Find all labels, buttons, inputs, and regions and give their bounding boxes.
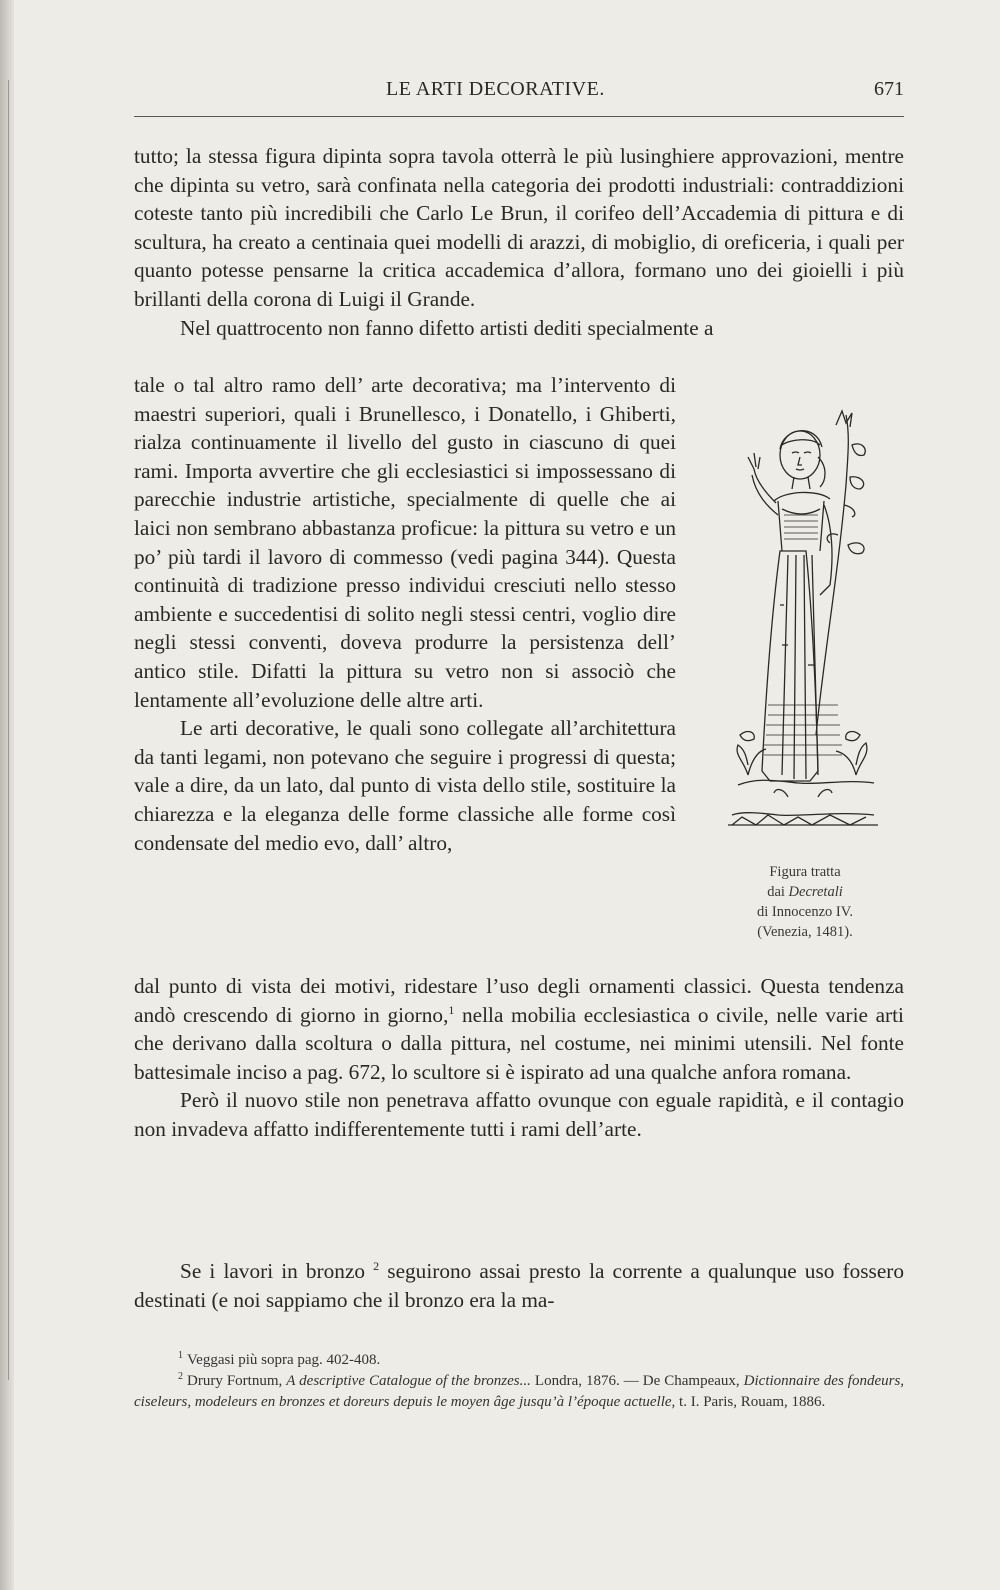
footnote-2-end: t. I. Paris, Rouam, 1886.: [679, 1394, 826, 1410]
text-block-bottom: [134, 972, 904, 1144]
woodcut-figure: [728, 405, 878, 860]
page-spine-shadow: [0, 0, 14, 1590]
header-rule: [134, 116, 904, 117]
paragraph-5: [134, 1257, 904, 1314]
footnote-1-text: Veggasi più sopra pag. 402-408.: [187, 1352, 381, 1368]
caption-line-2a: dai: [767, 884, 785, 900]
footnote-2-title: A descriptive Catalogue of the bronzes...: [286, 1373, 531, 1389]
footnote-2-mid: Londra, 1876. — De Champeaux,: [534, 1373, 740, 1389]
paragraph-5-text-b: seguirono assai presto la corrente a qualunque uso fossero destinati (e noi sappiamo che il bronzo era la ma-: [134, 1259, 905, 1312]
paragraph-5-text-a: Se i lavori in bronzo: [180, 1259, 366, 1283]
page-number: 671: [874, 78, 904, 100]
caption-line-4: (Venezia, 1481).: [757, 924, 853, 940]
paragraph-4: Però il nuovo stile non penetrava affatto ovunque con eguale rapidità, e il contagio non invadeva affatto indifferentemente tutti i rami dell’arte.: [134, 1088, 904, 1141]
paragraph-3-full: [134, 972, 904, 1086]
footnote-2-author: Drury Fortnum,: [187, 1373, 283, 1389]
text-block-wrapped: [134, 371, 676, 857]
paragraph-3-wrapped: Le arti decorative, le quali sono collegate all’architettura da tanti legami, non potevano che seguire i progressi di questa; vale a dire, da un lato, dal punto di vista dello stile, sostituire la chiarezza e la eleganza delle forme classiche alle forme così condensate del medio evo, dall’ altro,: [134, 716, 676, 855]
woman-with-lily-illustration: [728, 405, 878, 860]
footnotes: [134, 1350, 904, 1413]
page-gutter-line: [8, 80, 9, 1380]
footnote-ref-2: 2: [373, 1258, 380, 1273]
paragraph-3-text-a: dal punto di vista dei motivi, ridestare l’uso degli ornamenti classici. Questa tendenza andò crescendo di giorno in giorno,: [134, 974, 904, 1027]
figure-caption: [720, 862, 890, 942]
footnote-1: [134, 1350, 904, 1371]
paragraph-2-lead: Nel quattrocento non fanno difetto artisti dediti specialmente a: [180, 315, 714, 340]
footnote-1-number: 1: [178, 1350, 183, 1361]
text-block-bronze: [134, 1257, 904, 1314]
footnote-2: [134, 1371, 904, 1413]
running-title: LE ARTI DECORATIVE.: [386, 78, 605, 100]
footnote-2-title2: Dictionnaire des fondeurs, ciseleurs, modeleurs en bronzes et doreurs depuis le moyen âge jusqu’à l’époque actuelle,: [134, 1373, 905, 1410]
caption-line-3: di Innocenzo IV.: [757, 904, 853, 920]
caption-line-1: Figura tratta: [769, 864, 841, 880]
footnote-2-number: 2: [178, 1371, 183, 1382]
caption-line-2b: Decretali: [788, 884, 843, 900]
paragraph-3-text-b: nella mobilia ecclesiastica o civile, nelle varie arti che derivano dalla scoltura o dalla pittura, nel costume, nei minimi utensili. Nel fonte battesimale inciso a pag. 672, lo scultore si è ispirato ad una qualche anfora romana.: [134, 1002, 904, 1084]
text-block-top: [134, 142, 904, 342]
caption-line-2: [720, 882, 890, 902]
running-head: [134, 74, 904, 104]
paragraph-2-wrapped: tale o tal altro ramo dell’ arte decorativa; ma l’intervento di maestri superiori, quali i Brunellesco, i Donatello, i Ghiberti, rialza continuamente il livello del gusto in ciascuno di quei rami. Importa avvertire che gli ecclesiastici si impossessano di parecchie industrie artistiche, specialmente di quelle che ai laici non sembrano abbastanza proficue: la pittura su vetro e un po’ più tardi il lavoro di commesso (vedi pagina 344). Questa continuità di tradizione presso individui cresciuti nello stesso ambiente e succedentisi di solito negli stessi centri, voglio dire negli stessi conventi, doveva produrre la persistenza dell’ antico stile. Difatti la pittura su vetro non si associò che lentamente all’evoluzione delle altre arti.: [134, 373, 676, 712]
footnote-ref-1: 1: [448, 1002, 455, 1017]
paragraph-1: tutto; la stessa figura dipinta sopra tavola otterrà le più lusinghiere approvazioni, mentre che dipinta su vetro, sarà confinata nella categoria dei prodotti industriali: contraddizioni coteste tanto più incredibili che Carlo Le Brun, il corifeo dell’Accademia di pittura e di scultura, ha creato a centinaia quei modelli di arazzi, di mobiglio, di oreficeria, i quali per quanto potesse pensarne la critica accademica d’allora, formano uno dei gioielli i più brillanti della corona di Luigi il Grande.: [134, 144, 904, 311]
